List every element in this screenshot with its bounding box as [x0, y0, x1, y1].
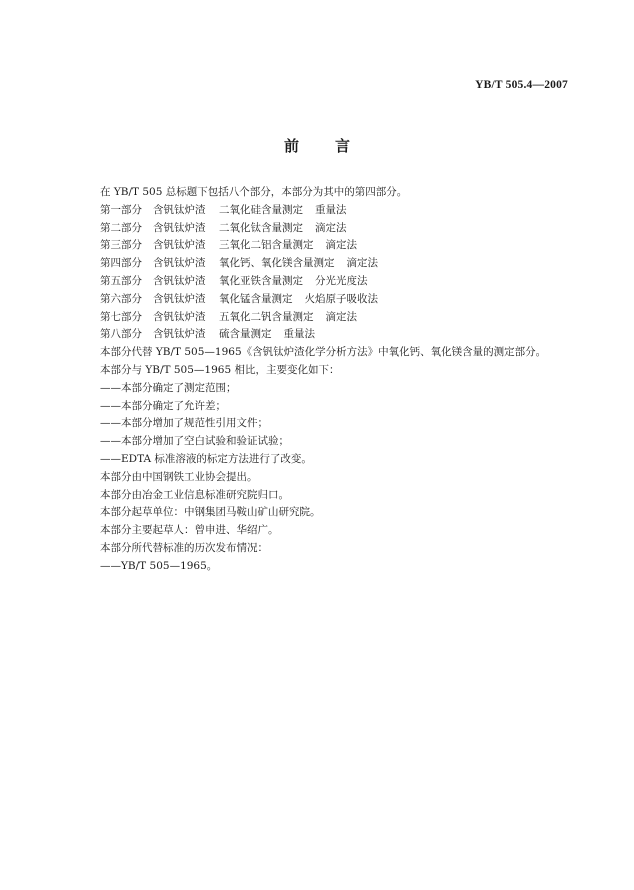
- history-intro: 本部分所代替标准的历次发布情况：: [100, 541, 268, 554]
- foreword-body: [100, 184, 580, 576]
- change-item: ——EDTA 标准溶液的标定方法进行了改变。: [100, 452, 312, 465]
- part-name: 第八部分: [100, 328, 142, 341]
- title-char-1: 前: [283, 137, 299, 155]
- part-material: 含钒钛炉渣: [153, 203, 206, 216]
- part-item: 五氧化二钒含量测定: [219, 310, 314, 323]
- part-name: 第五部分: [100, 274, 142, 287]
- part-name: 第二部分: [100, 221, 142, 234]
- part-method: 滴定法: [315, 221, 347, 234]
- part-item: 硫含量测定: [219, 328, 272, 341]
- change-item: ——本部分确定了允许差；: [100, 399, 226, 412]
- part-material: 含钒钛炉渣: [153, 257, 206, 270]
- part-material: 含钒钛炉渣: [153, 239, 206, 252]
- part-name: 第三部分: [100, 239, 142, 252]
- change-item: ——本部分确定了测定范围；: [100, 381, 237, 394]
- part-line: [100, 273, 580, 291]
- part-method: 火焰原子吸收法: [304, 292, 378, 305]
- part-item: 氧化亚铁含量测定: [219, 274, 303, 287]
- intro-paragraph: 在 YB/T 505 总标题下包括八个部分，本部分为其中的第四部分。: [100, 186, 408, 198]
- part-line: [100, 291, 580, 309]
- part-line: [100, 255, 580, 273]
- part-material: 含钒钛炉渣: [153, 274, 206, 287]
- part-material: 含钒钛炉渣: [153, 310, 206, 323]
- part-method: 滴定法: [325, 310, 357, 323]
- managed-by: 本部分由冶金工业信息标准研究院归口。: [100, 488, 289, 501]
- part-line: [100, 220, 580, 238]
- part-item: 二氧化硅含量测定: [219, 203, 303, 216]
- part-item: 氧化锰含量测定: [219, 292, 293, 305]
- part-material: 含钒钛炉渣: [153, 292, 206, 305]
- change-item: ——本部分增加了规范性引用文件；: [100, 417, 268, 430]
- part-item: 二氧化钛含量测定: [219, 221, 303, 234]
- part-item: 三氧化二铝含量测定: [219, 239, 314, 252]
- part-method: 重量法: [315, 203, 347, 216]
- part-name: 第四部分: [100, 257, 142, 270]
- part-method: 滴定法: [346, 257, 378, 270]
- proposed-by: 本部分由中国钢铁工业协会提出。: [100, 470, 258, 483]
- history-item: ——YB/T 505—1965。: [100, 559, 218, 572]
- part-method: 分光光度法: [315, 274, 368, 287]
- changes-intro: 本部分与 YB/T 505—1965 相比，主要变化如下：: [100, 363, 340, 376]
- page-title: [0, 135, 634, 156]
- part-name: 第七部分: [100, 310, 142, 323]
- document-code: YB/T 505.4—2007: [475, 79, 568, 91]
- part-name: 第一部分: [100, 203, 142, 216]
- part-item: 氧化钙、氧化镁含量测定: [219, 257, 335, 270]
- part-name: 第六部分: [100, 292, 142, 305]
- part-material: 含钒钛炉渣: [153, 221, 206, 234]
- change-item: ——本部分增加了空白试验和验证试验；: [100, 435, 289, 448]
- drafters: 本部分主要起草人：曾申进、华绍广。: [100, 524, 279, 537]
- part-method: 滴定法: [325, 239, 357, 252]
- title-char-2: 言: [335, 137, 351, 155]
- part-line: [100, 237, 580, 255]
- part-line: [100, 309, 580, 327]
- part-material: 含钒钛炉渣: [153, 328, 206, 341]
- part-line: [100, 202, 580, 220]
- part-method: 重量法: [283, 328, 315, 341]
- replace-statement: 本部分代替 YB/T 505—1965《含钒钛炉渣化学分析方法》中氧化钙、氧化镁含量的测定部分。: [100, 346, 547, 359]
- part-line: [100, 326, 580, 344]
- drafting-unit: 本部分起草单位：中钢集团马鞍山矿山研究院。: [100, 506, 321, 519]
